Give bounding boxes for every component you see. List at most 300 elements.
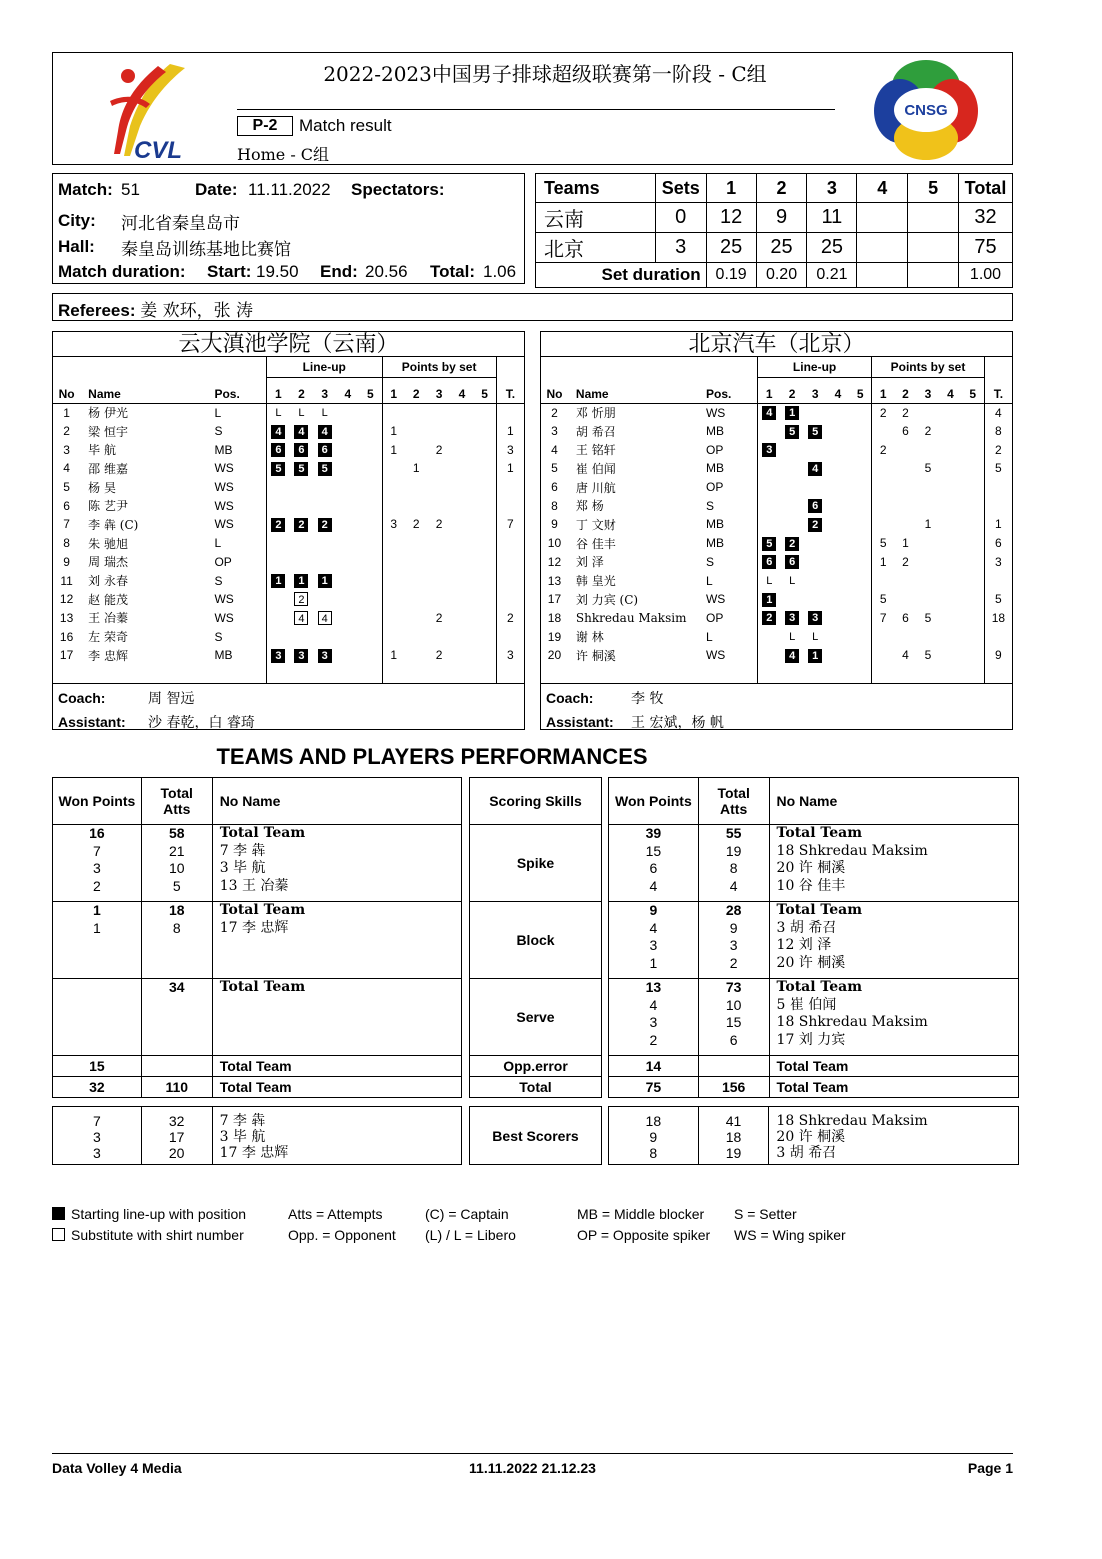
player-total [984, 478, 1012, 497]
player-name: 许 桐溪 [575, 648, 616, 663]
lineup-cell [757, 590, 780, 609]
score-row-away [536, 233, 1013, 263]
player-name: 唐 川航 [575, 480, 616, 495]
lineup-cell [781, 590, 804, 609]
starting-position-box: 1 [318, 574, 332, 588]
set-points [428, 403, 451, 422]
set-points: 1 [872, 553, 895, 572]
col-set: 5 [849, 377, 871, 403]
player-names-line: 3 胡 希召 [776, 919, 837, 936]
set-points [939, 496, 962, 515]
lineup-cell [266, 422, 289, 441]
player-name: 赵 能茂 [88, 592, 128, 607]
score-header-row [536, 174, 1013, 203]
player-total: 3 [984, 553, 1012, 572]
won-points-line: 2 [93, 877, 101, 894]
player-total: 2 [496, 609, 524, 628]
set-points [939, 422, 962, 441]
player-total: 6 [984, 534, 1012, 553]
player-total [496, 534, 524, 553]
player-name: 朱 驰旭 [88, 536, 128, 551]
won-points-line: 3 [92, 1129, 101, 1145]
set-points [917, 571, 940, 590]
lineup-cell [757, 403, 780, 422]
lineup-cell [827, 553, 849, 572]
starting-lineup-swatch [52, 1207, 65, 1220]
set-points [962, 459, 985, 478]
player-number: 17 [547, 592, 562, 607]
col-name: Name [568, 377, 706, 403]
total-atts-line: 17 [168, 1129, 185, 1145]
player-names-line: Total Team [776, 979, 863, 995]
won-points-line: 1 [93, 919, 101, 936]
player-name: 杨 昊 [88, 480, 116, 495]
lineup-cell [781, 459, 804, 478]
lineup-cell [290, 459, 313, 478]
player-names-line: 17 李 忠辉 [219, 919, 289, 936]
set-points: 4 [902, 648, 909, 663]
libero-mark: L [812, 631, 819, 644]
won-points [53, 902, 142, 979]
player-row [53, 440, 524, 459]
player-total [496, 403, 524, 422]
lineup-cell [359, 534, 382, 553]
score-cell: 0 [655, 203, 706, 233]
won-points-line: 1 [93, 902, 101, 918]
set-points [405, 440, 428, 459]
set-points [405, 609, 428, 628]
set-points: 1 [382, 646, 405, 665]
score-team-name: 云南 [536, 203, 656, 233]
substitute-box: 4 [318, 611, 332, 625]
lineup-cell [266, 590, 289, 609]
lineup-cell [359, 553, 382, 572]
lineup-cell [359, 590, 382, 609]
set-points: 6 [902, 424, 909, 439]
set-points [428, 422, 451, 441]
set-points: 2 [435, 442, 443, 457]
skill-name: Block [470, 902, 602, 979]
set-points [428, 496, 451, 515]
set-points: 2 [924, 424, 932, 439]
player-names-line: 5 崔 伯闻 [776, 996, 837, 1013]
won-points-line: 7 [92, 1113, 101, 1129]
player-row [541, 496, 1012, 515]
title-divider [237, 109, 835, 110]
set-points [382, 590, 405, 609]
player-number: 11 [60, 573, 73, 588]
col-set: 1 [266, 377, 289, 403]
won-points-line: 18 [645, 1113, 662, 1129]
lineup-cell [313, 515, 336, 534]
player-total [496, 571, 524, 590]
set-points [473, 478, 496, 497]
set-points [894, 478, 917, 497]
won-points [609, 902, 699, 979]
col-no: No [541, 377, 568, 403]
player-name: 胡 希召 [575, 424, 616, 439]
player-number: 17 [59, 648, 74, 663]
total-atts-line: 20 [168, 1145, 185, 1161]
player-position: MB [705, 461, 724, 476]
lineup-cell [336, 609, 359, 628]
skill-row [470, 1056, 602, 1077]
starting-position-box: 1 [271, 574, 285, 588]
won-points [609, 825, 699, 902]
won-points-line: 3 [93, 860, 101, 876]
player-total: 7 [496, 515, 524, 534]
won-points-line: 39 [645, 825, 662, 841]
set-points [405, 403, 428, 422]
set-points: 2 [435, 517, 443, 532]
lineup-cell [313, 590, 336, 609]
coach-label: Coach: [58, 690, 106, 706]
city: 河北省秦皇岛市 [121, 214, 240, 234]
player-number: 2 [63, 424, 70, 439]
set-points [405, 553, 428, 572]
lineup-cell [266, 627, 289, 646]
skill-name: Opp.error [470, 1056, 602, 1077]
set-points [962, 515, 985, 534]
scorer-names-line: 7 李 犇 [219, 1113, 266, 1129]
score-cell [908, 203, 959, 233]
total-atts-line: 8 [729, 860, 738, 876]
team-total-name: Total Team [769, 1056, 1018, 1077]
player-row [53, 646, 524, 665]
score-cell: 25 [807, 233, 857, 263]
player-names-line: Total Team [219, 902, 306, 918]
player-total [496, 553, 524, 572]
lineup-cell [804, 534, 827, 553]
col-set: 1 [382, 377, 405, 403]
player-names-line: 13 王 冶蓁 [219, 877, 289, 894]
player-names-line: Total Team [219, 979, 306, 995]
end-time: 20.56 [365, 262, 408, 281]
lineup-header: Line-up [266, 357, 382, 377]
starting-position-box: 1 [762, 593, 776, 607]
lineup-cell [804, 459, 827, 478]
lineup-cell [804, 478, 827, 497]
col-name: Name [80, 377, 214, 403]
set-points: 2 [872, 440, 895, 459]
lineup-cell [336, 440, 359, 459]
lineup-cell [827, 534, 849, 553]
assistant-label: Assistant: [58, 714, 126, 730]
set-points [939, 403, 962, 422]
player-row [53, 496, 524, 515]
player-total: 3 [496, 440, 524, 459]
col-pos: Pos. [706, 377, 757, 403]
player-names [212, 825, 461, 902]
col-set: 2 [290, 377, 313, 403]
starting-position-box: 6 [294, 443, 308, 457]
won-points-line: 9 [649, 902, 658, 918]
player-total: 2 [984, 440, 1012, 459]
player-number: 5 [551, 461, 558, 476]
skill-block-row [53, 902, 462, 979]
player-name: 梁 恒宇 [88, 424, 128, 439]
set-points: 1 [902, 536, 909, 551]
won-points-line: 7 [93, 842, 101, 859]
total-atts-line: 41 [725, 1113, 742, 1129]
lineup-cell [757, 422, 780, 441]
cnsg-logo [870, 56, 982, 162]
end-label: End: [320, 262, 358, 281]
lineup-cell [290, 590, 313, 609]
player-row [541, 459, 1012, 478]
set-points [473, 627, 496, 646]
set-duration-row [536, 263, 1013, 288]
coach-name: 周 智远 [148, 691, 195, 707]
won-points-line: 4 [649, 919, 658, 936]
total-atts: 156 [698, 1077, 769, 1098]
col-set: 2 [894, 377, 917, 403]
total-atts-line: 15 [725, 1014, 742, 1030]
set-points [473, 609, 496, 628]
lineup-cell [359, 609, 382, 628]
player-number: 9 [551, 517, 558, 532]
lineup-cell [290, 534, 313, 553]
set-points [894, 459, 917, 478]
lineup-cell [313, 478, 336, 497]
player-position: OP [705, 442, 724, 457]
legend-substitute: Substitute with shirt number [71, 1227, 244, 1243]
lineup-cell [359, 515, 382, 534]
col-set: 3 [428, 377, 451, 403]
lineup-cell [804, 553, 827, 572]
lineup-cell [804, 590, 827, 609]
footer-timestamp: 11.11.2022 21.12.23 [469, 1460, 596, 1476]
set-points [451, 609, 474, 628]
set-points [473, 646, 496, 665]
won-points: 75 [609, 1077, 699, 1098]
player-position: MB [214, 442, 233, 457]
lineup-cell [266, 571, 289, 590]
player-row [53, 571, 524, 590]
lineup-cell [336, 403, 359, 422]
won-points-line: 16 [89, 825, 105, 841]
lineup-cell [290, 440, 313, 459]
lineup-cell [336, 627, 359, 646]
set-points [382, 627, 405, 646]
duration-label: Match duration: [58, 262, 186, 281]
substitute-swatch [52, 1228, 65, 1241]
won-points [609, 1107, 699, 1165]
lineup-cell [266, 534, 289, 553]
lineup-cell [849, 478, 871, 497]
hall-label: Hall: [58, 237, 95, 256]
total-atts [698, 1107, 769, 1165]
match-number: 51 [121, 180, 140, 199]
lineup-cell [781, 478, 804, 497]
won-points: 32 [53, 1077, 142, 1098]
player-number: 16 [59, 629, 74, 644]
player-total: 3 [496, 646, 524, 665]
total-atts-line: 2 [729, 954, 738, 971]
set-points [872, 422, 895, 441]
opp_error-row [609, 1056, 1019, 1077]
set-points [428, 534, 451, 553]
set-points [939, 627, 962, 646]
libero-mark: L [321, 407, 328, 420]
coach-box [53, 683, 524, 730]
lineup-cell [849, 459, 871, 478]
set-points [428, 571, 451, 590]
player-name: 陈 艺尹 [88, 499, 128, 514]
player-number: 12 [59, 592, 74, 607]
best-scorers-home [52, 1106, 462, 1165]
player-names [769, 902, 1018, 979]
lineup-cell [359, 478, 382, 497]
col-pos: Pos. [214, 377, 266, 403]
score-header: 2 [756, 174, 807, 203]
won-points-line: 1 [649, 954, 658, 971]
set-points [451, 422, 474, 441]
score-cell [857, 203, 908, 233]
player-row [53, 627, 524, 646]
roster-team-name: 云大滇池学院（云南） [53, 332, 524, 357]
total-atts-line: 19 [725, 842, 742, 859]
scorer-names-line: 3 胡 希召 [776, 1145, 837, 1161]
score-header: 3 [807, 174, 857, 203]
total-atts [141, 979, 212, 1056]
player-position: MB [705, 536, 724, 551]
hall: 秦皇岛训练基地比赛馆 [121, 240, 291, 260]
set-duration: 0.19 [706, 263, 756, 288]
player-names [769, 979, 1018, 1056]
player-name: 谷 佳丰 [575, 536, 616, 551]
legend-libero: (L) / L = Libero [425, 1227, 516, 1243]
lineup-cell [757, 478, 780, 497]
set-points [428, 590, 451, 609]
set-points [473, 571, 496, 590]
set-points [917, 403, 940, 422]
score-header: Total [958, 174, 1012, 203]
col-set: 4 [939, 377, 962, 403]
starting-position-box: 3 [294, 649, 308, 663]
set-points [405, 646, 428, 665]
player-total [496, 478, 524, 497]
won-points-line: 3 [649, 937, 658, 953]
set-points [405, 496, 428, 515]
set-points [473, 515, 496, 534]
starting-position-box: 2 [785, 537, 799, 551]
set-points: 1 [382, 440, 405, 459]
player-number: 3 [63, 442, 70, 457]
lineup-cell [336, 422, 359, 441]
player-row [541, 553, 1012, 572]
player-total [496, 496, 524, 515]
set-points [962, 534, 985, 553]
lineup-cell [849, 646, 871, 665]
lineup-cell [290, 422, 313, 441]
set-duration: 0.20 [756, 263, 807, 288]
set-points [451, 590, 474, 609]
set-points [962, 646, 985, 665]
total-atts-line: 8 [172, 919, 181, 936]
col-set: 1 [872, 377, 895, 403]
roster-table [541, 357, 1012, 683]
player-row [53, 478, 524, 497]
player-names-line: 3 毕 航 [219, 860, 266, 876]
player-row [541, 609, 1012, 628]
set-points [451, 403, 474, 422]
lineup-cell [781, 553, 804, 572]
lineup-cell [849, 590, 871, 609]
match-date: 11.11.2022 [248, 180, 331, 199]
lineup-cell [290, 609, 313, 628]
set-points [451, 459, 474, 478]
starting-position-box: 3 [271, 649, 285, 663]
lineup-cell [757, 627, 780, 646]
set-points [872, 496, 895, 515]
player-position: MB [705, 424, 724, 439]
set-points [872, 646, 895, 665]
start-time: 19.50 [256, 262, 299, 281]
set-points [451, 496, 474, 515]
set-points: 2 [902, 554, 909, 569]
player-row [541, 534, 1012, 553]
player-number: 20 [547, 648, 562, 663]
spectators-label: Spectators: [351, 180, 445, 199]
skill-name: Spike [470, 825, 602, 902]
lineup-cell [757, 515, 780, 534]
lineup-cell [781, 515, 804, 534]
won-points: 14 [609, 1056, 699, 1077]
player-position: OP [705, 480, 724, 495]
player-number: 2 [551, 405, 558, 420]
total-atts [698, 979, 769, 1056]
total-atts-line: 18 [168, 902, 185, 918]
set-points [382, 553, 405, 572]
scorer-names-line: 18 Shkredau Maksim [776, 1113, 928, 1129]
set-duration-total: 1.00 [958, 263, 1012, 288]
opp_error-row [53, 1056, 462, 1077]
set-points: 5 [924, 461, 932, 476]
starting-position-box: 2 [808, 518, 822, 532]
player-position: WS [214, 498, 234, 513]
won-points-line: 15 [645, 842, 662, 859]
performance-table-away [608, 777, 1019, 1098]
roster-spacer [541, 665, 1012, 684]
total-atts [141, 1107, 212, 1165]
set-points [451, 646, 474, 665]
starting-position-box: 5 [808, 425, 822, 439]
lineup-cell [290, 553, 313, 572]
won-points [609, 979, 699, 1056]
player-name: 周 瑞杰 [88, 555, 128, 570]
lineup-cell [313, 571, 336, 590]
player-name: 邓 忻朋 [575, 406, 616, 421]
score-table [535, 173, 1013, 288]
scorer-names-line: 17 李 忠辉 [219, 1145, 289, 1161]
player-number: 1 [63, 405, 70, 420]
legend-op: OP = Opposite spiker [577, 1227, 711, 1243]
lineup-cell [827, 403, 849, 422]
set-points [473, 534, 496, 553]
lineup-cell [336, 515, 359, 534]
player-name: 左 荣奇 [88, 630, 128, 645]
col-set: 4 [336, 377, 359, 403]
set-points [939, 534, 962, 553]
lineup-cell [827, 440, 849, 459]
set-points: 7 [872, 609, 895, 628]
score-header: Sets [655, 174, 706, 203]
lineup-cell [359, 571, 382, 590]
set-points [473, 590, 496, 609]
col-set: 4 [827, 377, 849, 403]
col-set: 1 [757, 377, 780, 403]
